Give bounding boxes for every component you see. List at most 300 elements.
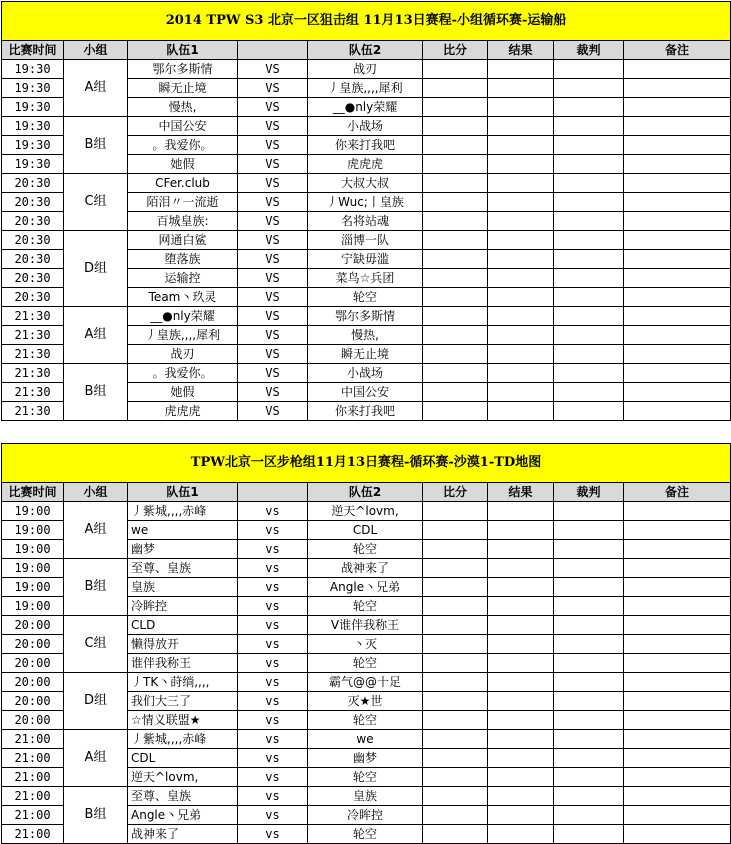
- team-1: 鄂尔多斯情: [128, 60, 238, 79]
- score-cell: [423, 174, 488, 193]
- team-1: 谁伴我称王: [128, 654, 238, 673]
- referee-cell: [554, 787, 624, 806]
- notes-cell: [624, 597, 731, 616]
- vs-label: VS: [238, 79, 308, 98]
- notes-cell: [624, 825, 731, 844]
- score-cell: [423, 193, 488, 212]
- team-2: 轮空: [308, 654, 423, 673]
- match-time: 20:30: [2, 193, 64, 212]
- team-2: __●nly荣耀: [308, 98, 423, 117]
- referee-cell: [554, 383, 624, 402]
- score-cell: [423, 155, 488, 174]
- referee-cell: [554, 193, 624, 212]
- notes-cell: [624, 250, 731, 269]
- match-time: 20:00: [2, 692, 64, 711]
- team-2: 轮空: [308, 597, 423, 616]
- referee-cell: [554, 174, 624, 193]
- team-2: CDL: [308, 521, 423, 540]
- score-cell: [423, 60, 488, 79]
- referee-cell: [554, 502, 624, 521]
- match-time: 19:00: [2, 540, 64, 559]
- result-cell: [488, 654, 554, 673]
- team-1: 她假: [128, 155, 238, 174]
- team-2: 瞬无止境: [308, 345, 423, 364]
- vs-label: vs: [238, 635, 308, 654]
- column-header: 队伍1: [128, 483, 238, 502]
- match-row: [2, 502, 731, 521]
- team-1: Angle丶兄弟: [128, 806, 238, 825]
- referee-cell: [554, 730, 624, 749]
- match-time: 19:30: [2, 136, 64, 155]
- score-cell: [423, 288, 488, 307]
- match-time: 21:00: [2, 768, 64, 787]
- referee-cell: [554, 692, 624, 711]
- notes-cell: [624, 288, 731, 307]
- score-cell: [423, 692, 488, 711]
- notes-cell: [624, 326, 731, 345]
- match-time: 20:00: [2, 616, 64, 635]
- score-cell: [423, 383, 488, 402]
- group-name: B组: [64, 787, 128, 844]
- column-header: 比分: [423, 41, 488, 60]
- team-1: 运输控: [128, 269, 238, 288]
- column-header: 比分: [423, 483, 488, 502]
- match-time: 20:30: [2, 212, 64, 231]
- result-cell: [488, 383, 554, 402]
- notes-cell: [624, 502, 731, 521]
- match-time: 19:00: [2, 521, 64, 540]
- vs-label: VS: [238, 193, 308, 212]
- team-2: 你来打我吧: [308, 136, 423, 155]
- match-row: [2, 616, 731, 635]
- team-1: ☆情义联盟★: [128, 711, 238, 730]
- result-cell: [488, 250, 554, 269]
- result-cell: [488, 825, 554, 844]
- team-2: 宁缺毋滥: [308, 250, 423, 269]
- match-time: 21:30: [2, 383, 64, 402]
- score-cell: [423, 98, 488, 117]
- result-cell: [488, 559, 554, 578]
- result-cell: [488, 597, 554, 616]
- notes-cell: [624, 117, 731, 136]
- match-row: [2, 730, 731, 749]
- referee-cell: [554, 60, 624, 79]
- notes-cell: [624, 155, 731, 174]
- match-time: 19:30: [2, 60, 64, 79]
- result-cell: [488, 787, 554, 806]
- referee-cell: [554, 521, 624, 540]
- score-cell: [423, 540, 488, 559]
- column-header: 裁判: [554, 41, 624, 60]
- referee-cell: [554, 288, 624, 307]
- column-header: 小组: [64, 483, 128, 502]
- referee-cell: [554, 578, 624, 597]
- vs-label: VS: [238, 98, 308, 117]
- team-1: 皇族: [128, 578, 238, 597]
- result-cell: [488, 635, 554, 654]
- referee-cell: [554, 806, 624, 825]
- score-cell: [423, 231, 488, 250]
- referee-cell: [554, 79, 624, 98]
- score-cell: [423, 711, 488, 730]
- vs-label: vs: [238, 521, 308, 540]
- match-time: 19:00: [2, 559, 64, 578]
- match-time: 20:30: [2, 231, 64, 250]
- team-1: 幽梦: [128, 540, 238, 559]
- referee-cell: [554, 711, 624, 730]
- team-1: 。我爱你。: [128, 364, 238, 383]
- referee-cell: [554, 825, 624, 844]
- vs-label: VS: [238, 231, 308, 250]
- result-cell: [488, 155, 554, 174]
- team-2: 皇族: [308, 787, 423, 806]
- notes-cell: [624, 578, 731, 597]
- vs-label: VS: [238, 174, 308, 193]
- column-header: 备注: [624, 41, 731, 60]
- team-2: 名将站魂: [308, 212, 423, 231]
- team-1: 虎虎虎: [128, 402, 238, 421]
- score-cell: [423, 749, 488, 768]
- group-name: A组: [64, 730, 128, 787]
- result-cell: [488, 117, 554, 136]
- schedule-table: [1, 1, 731, 421]
- team-1: 我们大三了: [128, 692, 238, 711]
- team-1: 战神来了: [128, 825, 238, 844]
- referee-cell: [554, 597, 624, 616]
- match-time: 19:30: [2, 79, 64, 98]
- referee-cell: [554, 540, 624, 559]
- match-time: 20:30: [2, 250, 64, 269]
- schedule-sniper-group: [1, 1, 730, 421]
- vs-label: VS: [238, 345, 308, 364]
- group-name: A组: [64, 502, 128, 559]
- match-time: 21:30: [2, 364, 64, 383]
- team-2: 霸气@@十足: [308, 673, 423, 692]
- notes-cell: [624, 136, 731, 155]
- notes-cell: [624, 559, 731, 578]
- score-cell: [423, 117, 488, 136]
- team-1: 丿紫城,,,,赤峰: [128, 730, 238, 749]
- score-cell: [423, 345, 488, 364]
- team-1: 丿紫城,,,,赤峰: [128, 502, 238, 521]
- schedule-rifle-group: [1, 443, 730, 844]
- match-time: 21:00: [2, 825, 64, 844]
- result-cell: [488, 711, 554, 730]
- team-2: 轮空: [308, 540, 423, 559]
- group-name: C组: [64, 616, 128, 673]
- score-cell: [423, 616, 488, 635]
- notes-cell: [624, 231, 731, 250]
- column-header: 裁判: [554, 483, 624, 502]
- team-2: 轮空: [308, 768, 423, 787]
- notes-cell: [624, 383, 731, 402]
- team-2: 大叔大叔: [308, 174, 423, 193]
- referee-cell: [554, 402, 624, 421]
- score-cell: [423, 326, 488, 345]
- match-time: 21:00: [2, 806, 64, 825]
- vs-label: vs: [238, 673, 308, 692]
- team-1: 。我爱你。: [128, 136, 238, 155]
- vs-label: VS: [238, 212, 308, 231]
- match-time: 21:00: [2, 749, 64, 768]
- notes-cell: [624, 711, 731, 730]
- notes-cell: [624, 521, 731, 540]
- result-cell: [488, 136, 554, 155]
- score-cell: [423, 806, 488, 825]
- referee-cell: [554, 155, 624, 174]
- group-name: C组: [64, 174, 128, 231]
- column-header: 结果: [488, 483, 554, 502]
- team-2: 小战场: [308, 117, 423, 136]
- score-cell: [423, 212, 488, 231]
- match-row: [2, 231, 731, 250]
- referee-cell: [554, 136, 624, 155]
- column-header: [238, 41, 308, 60]
- team-1: 瞬无止境: [128, 79, 238, 98]
- column-header: 小组: [64, 41, 128, 60]
- match-time: 20:30: [2, 288, 64, 307]
- column-header: 队伍1: [128, 41, 238, 60]
- team-2: Angle丶兄弟: [308, 578, 423, 597]
- vs-label: vs: [238, 692, 308, 711]
- result-cell: [488, 269, 554, 288]
- notes-cell: [624, 635, 731, 654]
- vs-label: vs: [238, 787, 308, 806]
- score-cell: [423, 521, 488, 540]
- result-cell: [488, 749, 554, 768]
- match-row: [2, 307, 731, 326]
- vs-label: vs: [238, 597, 308, 616]
- score-cell: [423, 364, 488, 383]
- referee-cell: [554, 364, 624, 383]
- team-1: 丿皇族,,,,犀利: [128, 326, 238, 345]
- notes-cell: [624, 540, 731, 559]
- group-name: D组: [64, 673, 128, 730]
- match-time: 20:00: [2, 635, 64, 654]
- result-cell: [488, 578, 554, 597]
- result-cell: [488, 288, 554, 307]
- vs-label: vs: [238, 616, 308, 635]
- team-1: 堕落族: [128, 250, 238, 269]
- referee-cell: [554, 635, 624, 654]
- match-row: [2, 364, 731, 383]
- match-time: 20:00: [2, 654, 64, 673]
- group-name: B组: [64, 117, 128, 174]
- match-time: 19:30: [2, 117, 64, 136]
- result-cell: [488, 193, 554, 212]
- team-2: 你来打我吧: [308, 402, 423, 421]
- referee-cell: [554, 654, 624, 673]
- result-cell: [488, 768, 554, 787]
- vs-label: VS: [238, 402, 308, 421]
- vs-label: VS: [238, 136, 308, 155]
- notes-cell: [624, 768, 731, 787]
- score-cell: [423, 825, 488, 844]
- vs-label: VS: [238, 288, 308, 307]
- notes-cell: [624, 79, 731, 98]
- match-row: [2, 174, 731, 193]
- result-cell: [488, 212, 554, 231]
- vs-label: vs: [238, 502, 308, 521]
- result-cell: [488, 307, 554, 326]
- result-cell: [488, 174, 554, 193]
- vs-label: VS: [238, 250, 308, 269]
- team-2: 轮空: [308, 711, 423, 730]
- match-time: 21:30: [2, 307, 64, 326]
- match-row: [2, 60, 731, 79]
- referee-cell: [554, 673, 624, 692]
- vs-label: VS: [238, 269, 308, 288]
- vs-label: vs: [238, 825, 308, 844]
- match-row: [2, 673, 731, 692]
- score-cell: [423, 402, 488, 421]
- team-2: 幽梦: [308, 749, 423, 768]
- group-name: B组: [64, 559, 128, 616]
- notes-cell: [624, 364, 731, 383]
- team-1: 中国公安: [128, 117, 238, 136]
- team-1: 至尊、皇族: [128, 787, 238, 806]
- match-row: [2, 787, 731, 806]
- notes-cell: [624, 654, 731, 673]
- notes-cell: [624, 174, 731, 193]
- team-2: V谁伴我称王: [308, 616, 423, 635]
- score-cell: [423, 635, 488, 654]
- result-cell: [488, 521, 554, 540]
- notes-cell: [624, 806, 731, 825]
- score-cell: [423, 673, 488, 692]
- referee-cell: [554, 269, 624, 288]
- result-cell: [488, 98, 554, 117]
- team-2: 淄博一队: [308, 231, 423, 250]
- referee-cell: [554, 231, 624, 250]
- vs-label: vs: [238, 578, 308, 597]
- referee-cell: [554, 307, 624, 326]
- vs-label: VS: [238, 307, 308, 326]
- result-cell: [488, 502, 554, 521]
- team-2: 慢热,: [308, 326, 423, 345]
- column-header: 队伍2: [308, 41, 423, 60]
- vs-label: VS: [238, 117, 308, 136]
- score-cell: [423, 250, 488, 269]
- referee-cell: [554, 749, 624, 768]
- column-header: [238, 483, 308, 502]
- team-1: Team丶玖灵: [128, 288, 238, 307]
- team-2: 冷眸控: [308, 806, 423, 825]
- score-cell: [423, 136, 488, 155]
- match-time: 20:00: [2, 711, 64, 730]
- team-2: we: [308, 730, 423, 749]
- vs-label: vs: [238, 654, 308, 673]
- team-2: 丿Wuc;丨皇族: [308, 193, 423, 212]
- match-time: 19:00: [2, 502, 64, 521]
- section-title: 2014 TPW S3 北京一区狙击组 11月13日赛程-小组循环赛-运输船: [2, 2, 731, 41]
- team-1: 战刃: [128, 345, 238, 364]
- team-1: CFer.club: [128, 174, 238, 193]
- score-cell: [423, 578, 488, 597]
- result-cell: [488, 79, 554, 98]
- score-cell: [423, 559, 488, 578]
- team-2: 鄂尔多斯情: [308, 307, 423, 326]
- vs-label: VS: [238, 326, 308, 345]
- team-2: 小战场: [308, 364, 423, 383]
- vs-label: vs: [238, 559, 308, 578]
- result-cell: [488, 60, 554, 79]
- referee-cell: [554, 768, 624, 787]
- team-1: 懒得放开: [128, 635, 238, 654]
- match-time: 21:30: [2, 326, 64, 345]
- section-title: TPW北京一区步枪组11月13日赛程-循环赛-沙漠1-TD地图: [2, 444, 731, 483]
- match-row: [2, 559, 731, 578]
- notes-cell: [624, 692, 731, 711]
- referee-cell: [554, 559, 624, 578]
- match-time: 21:00: [2, 787, 64, 806]
- team-2: 中国公安: [308, 383, 423, 402]
- referee-cell: [554, 117, 624, 136]
- team-1: CLD: [128, 616, 238, 635]
- score-cell: [423, 597, 488, 616]
- vs-label: vs: [238, 540, 308, 559]
- vs-label: VS: [238, 60, 308, 79]
- group-name: A组: [64, 60, 128, 117]
- match-time: 19:00: [2, 597, 64, 616]
- result-cell: [488, 231, 554, 250]
- team-1: 慢热,: [128, 98, 238, 117]
- score-cell: [423, 269, 488, 288]
- team-2: 轮空: [308, 288, 423, 307]
- column-header: 比赛时间: [2, 483, 64, 502]
- result-cell: [488, 345, 554, 364]
- vs-label: VS: [238, 155, 308, 174]
- referee-cell: [554, 616, 624, 635]
- team-2: 逆天^lovm,: [308, 502, 423, 521]
- team-1: __●nly荣耀: [128, 307, 238, 326]
- vs-label: vs: [238, 768, 308, 787]
- team-1: 至尊、皇族: [128, 559, 238, 578]
- match-time: 19:30: [2, 98, 64, 117]
- referee-cell: [554, 326, 624, 345]
- notes-cell: [624, 98, 731, 117]
- column-header: 队伍2: [308, 483, 423, 502]
- vs-label: VS: [238, 383, 308, 402]
- notes-cell: [624, 345, 731, 364]
- notes-cell: [624, 730, 731, 749]
- team-1: 陌泪〃一流逝: [128, 193, 238, 212]
- result-cell: [488, 364, 554, 383]
- referee-cell: [554, 345, 624, 364]
- team-2: 战神来了: [308, 559, 423, 578]
- score-cell: [423, 730, 488, 749]
- notes-cell: [624, 193, 731, 212]
- team-1: 网通白鲨: [128, 231, 238, 250]
- schedule-table: [1, 443, 731, 844]
- team-2: 虎虎虎: [308, 155, 423, 174]
- match-time: 19:30: [2, 155, 64, 174]
- notes-cell: [624, 212, 731, 231]
- match-time: 21:30: [2, 402, 64, 421]
- team-2: 菜鸟☆兵团: [308, 269, 423, 288]
- notes-cell: [624, 60, 731, 79]
- referee-cell: [554, 250, 624, 269]
- referee-cell: [554, 212, 624, 231]
- score-cell: [423, 502, 488, 521]
- result-cell: [488, 730, 554, 749]
- referee-cell: [554, 98, 624, 117]
- result-cell: [488, 806, 554, 825]
- team-2: 灭★世: [308, 692, 423, 711]
- notes-cell: [624, 673, 731, 692]
- team-1: 逆天^lovm,: [128, 768, 238, 787]
- team-2: 战刃: [308, 60, 423, 79]
